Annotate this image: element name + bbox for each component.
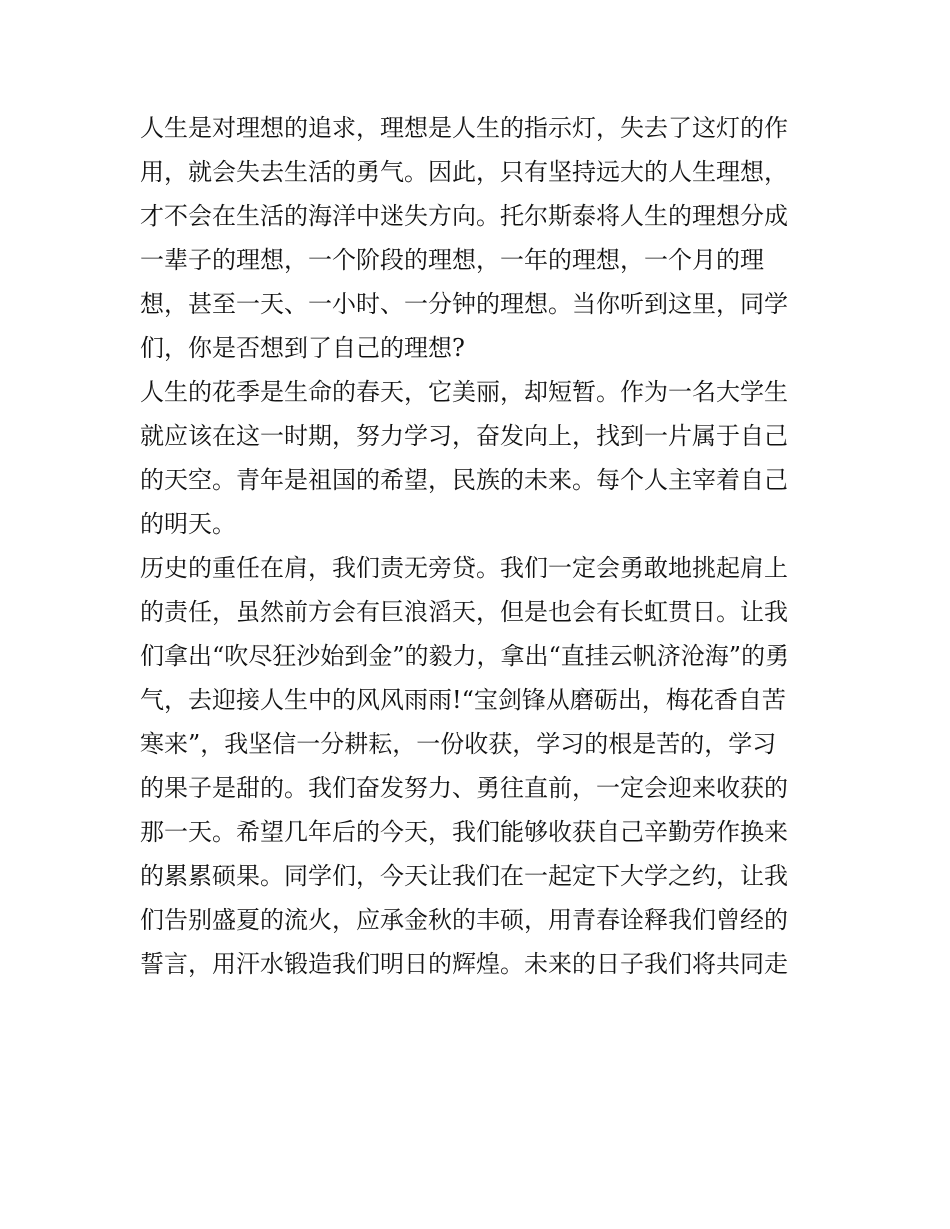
text-line: 用，就会失去生活的勇气。因此，只有坚持远大的人生理想， [140,158,788,186]
text-line: 的责任，虽然前方会有巨浪滔天，但是也会有长虹贯日。让我 [140,598,788,626]
text-line: 的累累硕果。同学们，今天让我们在一起定下大学之约，让我 [140,862,788,890]
text-line: 人生的花季是生命的春天，它美丽，却短暂。作为一名大学生 [140,378,788,406]
text-line: 就应该在这一时期，努力学习，奋发向上，找到一片属于自己 [140,422,788,450]
body-text [140,106,830,986]
text-line: 的果子是甜的。我们奋发努力、勇往直前，一定会迎来收获的 [140,774,788,802]
text-line: 气，去迎接人生中的风风雨雨!“宝剑锋从磨砺出，梅花香自苦 [140,686,786,714]
text-line: 们告别盛夏的流火，应承金秋的丰硕，用青春诠释我们曾经的 [140,906,788,934]
text-line: 想，甚至一天、一小时、一分钟的理想。当你听到这里，同学 [140,290,788,318]
text-line: 寒来”，我坚信一分耕耘，一份收获，学习的根是苦的，学习 [140,730,777,758]
text-line: 历史的重任在肩，我们责无旁贷。我们一定会勇敢地挑起肩上 [140,554,788,582]
text-line: 才不会在生活的海洋中迷失方向。托尔斯泰将人生的理想分成 [140,202,788,230]
text-line: 们拿出“吹尽狂沙始到金”的毅力，拿出“直挂云帆济沧海”的勇 [140,642,790,670]
text-line: 一辈子的理想，一个阶段的理想，一年的理想，一个月的理 [140,246,764,274]
text-line: 们，你是否想到了自己的理想? [140,334,465,362]
text-line: 誓言，用汗水锻造我们明日的辉煌。未来的日子我们将共同走 [140,950,788,978]
text-line: 的天空。青年是祖国的希望，民族的未来。每个人主宰着自己 [140,466,788,494]
text-line: 人生是对理想的追求，理想是人生的指示灯，失去了这灯的作 [140,114,788,142]
text-line: 那一天。希望几年后的今天，我们能够收获自己辛勤劳作换来 [140,818,788,846]
text-line: 的明天。 [140,510,236,538]
